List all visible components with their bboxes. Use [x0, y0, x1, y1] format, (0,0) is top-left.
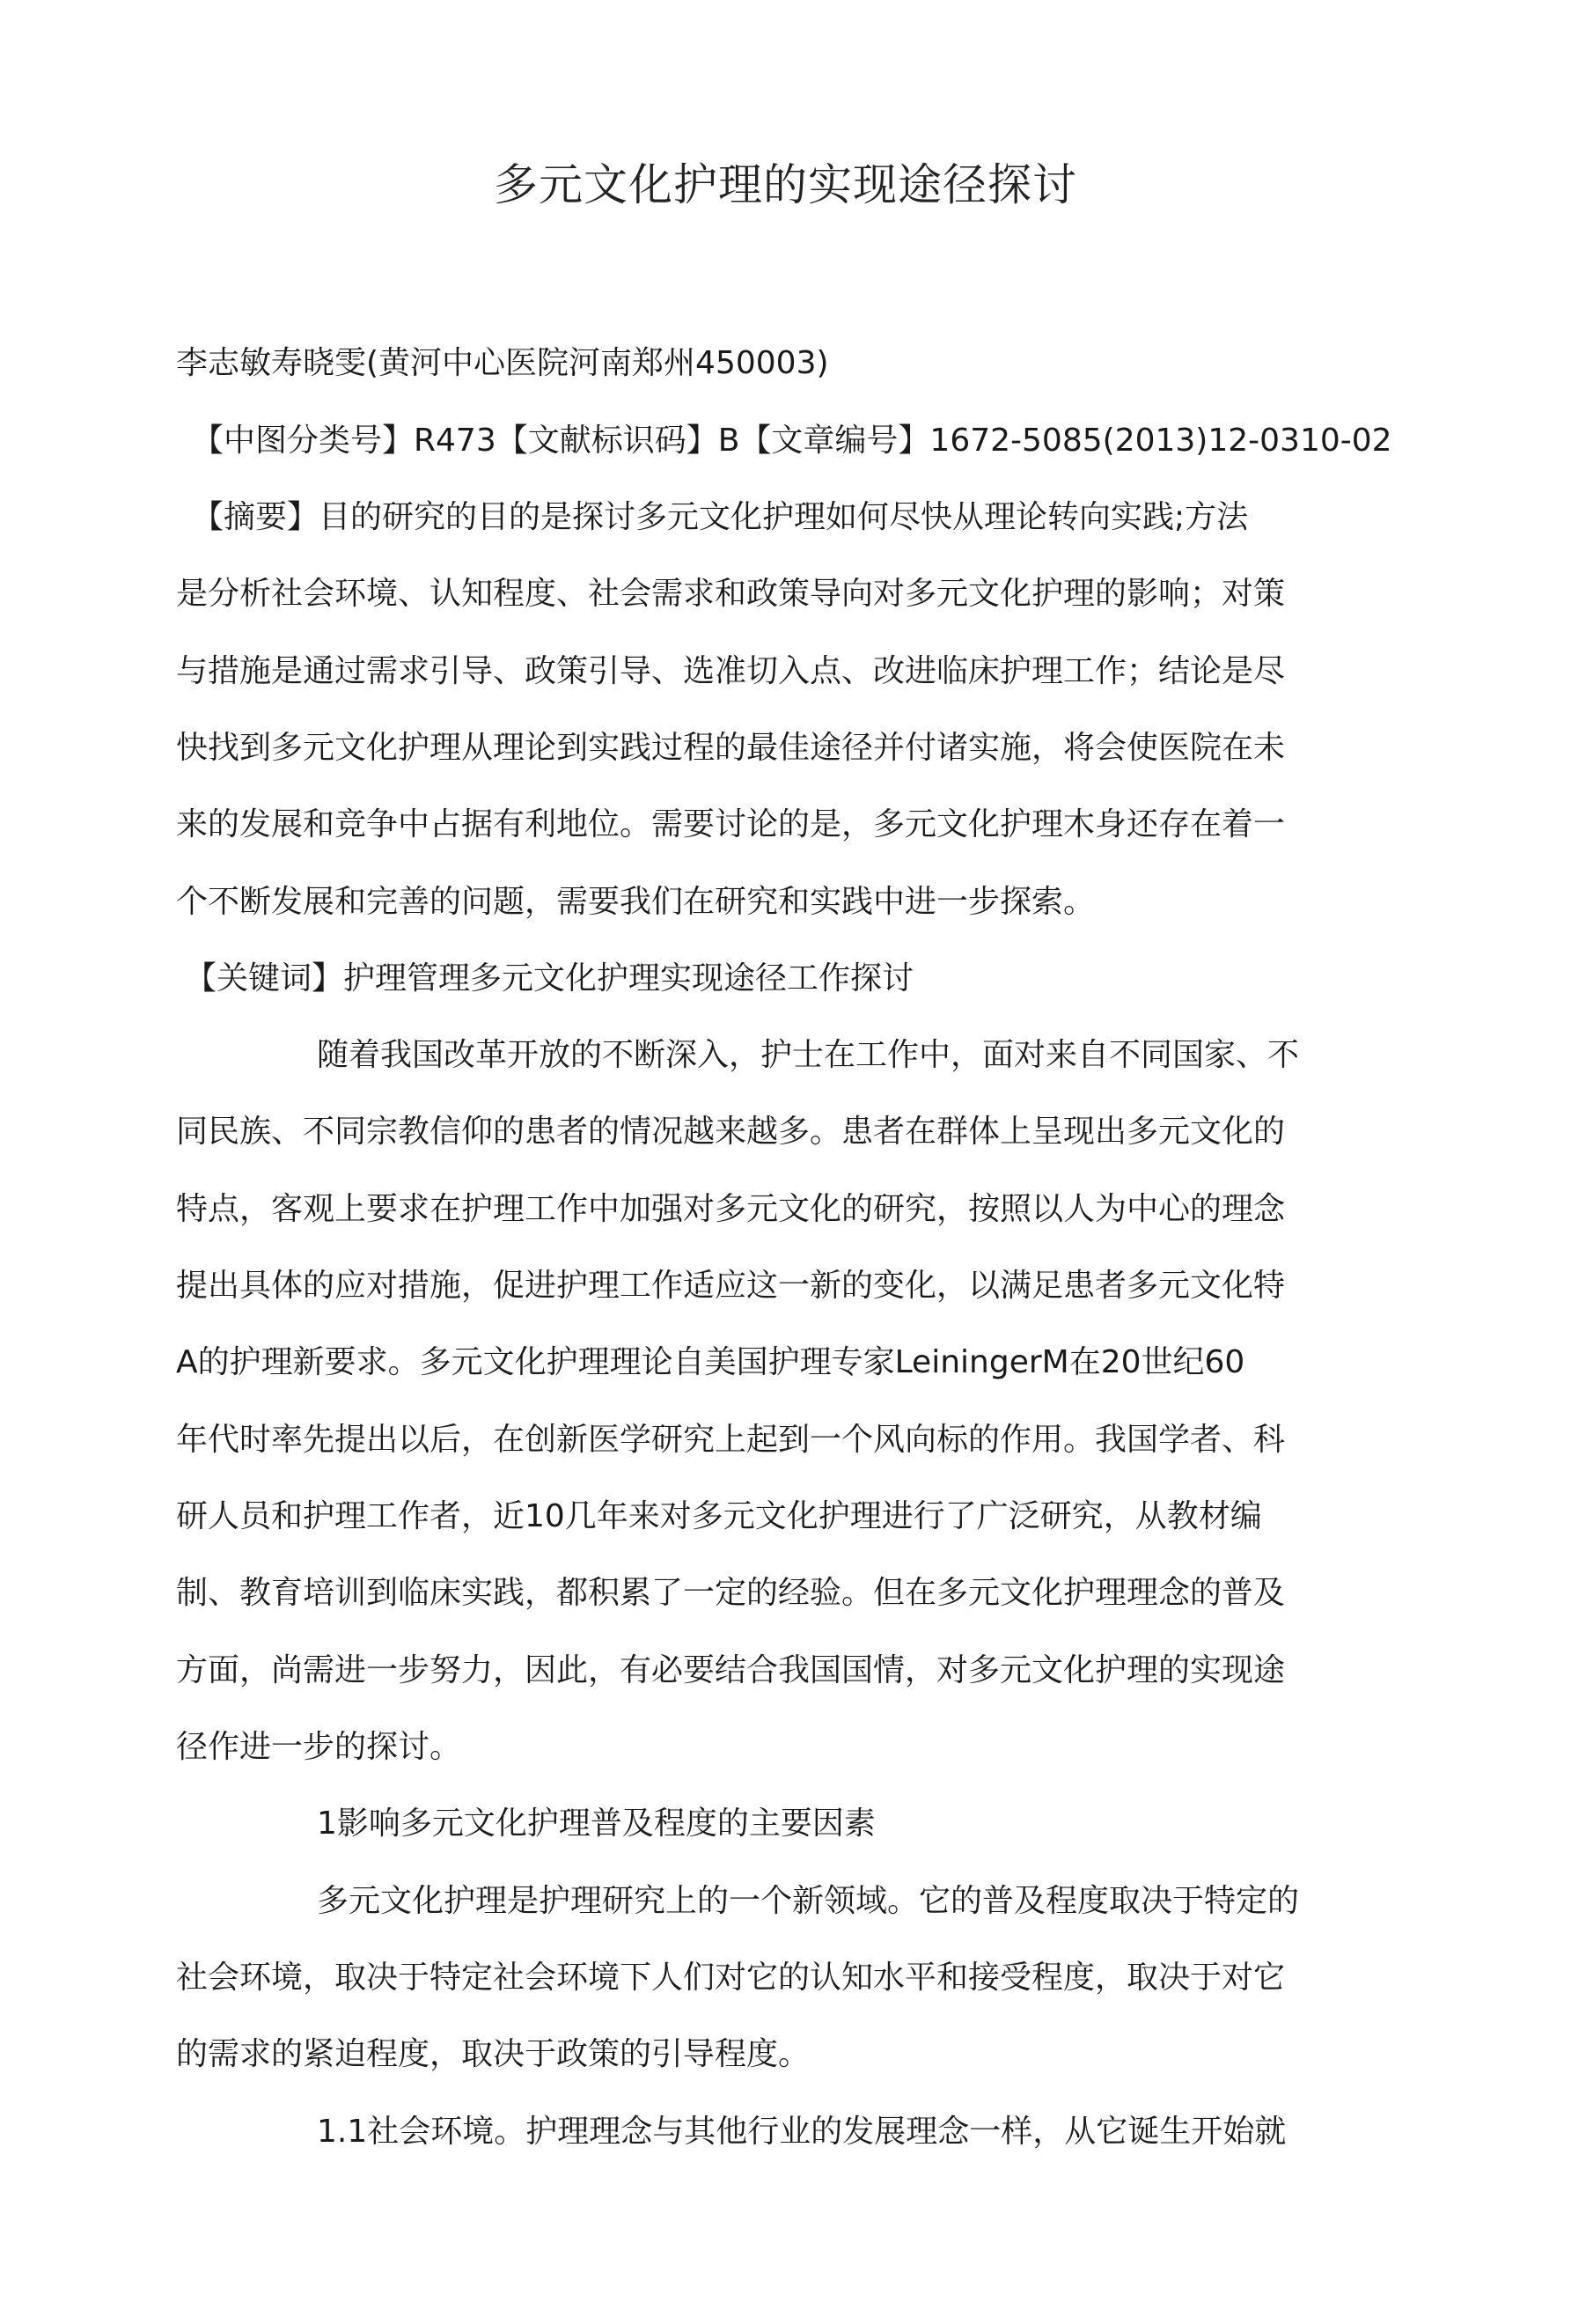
paragraph-line: 社会环境，取决于特定社会环境下人们对它的认知水平和接受程度，取决于对它 [176, 1960, 1286, 1996]
abstract-line: 是分析社会环境、认知程度、社会需求和政策导向对多元文化护理的影响；对策 [176, 576, 1286, 612]
abstract-line: 与措施是通过需求引导、政策引导、选准切入点、改进临床护理工作；结论是尽 [176, 653, 1286, 689]
paragraph-line: 研人员和护理工作者，近10几年来对多元文化护理进行了广泛研究，从教材编 [176, 1498, 1262, 1534]
document-title: 多元文化护理的实现途径探讨 [494, 159, 1077, 210]
section-heading: 1影响多元文化护理普及程度的主要因素 [317, 1806, 876, 1842]
abstract-line: 来的发展和竞争中占据有利地位。需要讨论的是，多元文化护理木身还存在着一 [176, 806, 1286, 842]
paragraph-line: 制、教育培训到临床实践，都积累了一定的经验。但在多元文化护理理念的普及 [176, 1575, 1286, 1611]
paragraph-line: 年代时率先提出以后，在创新医学研究上起到一个风向标的作用。我国学者、科 [176, 1422, 1286, 1458]
paragraph-line: 径作进一步的探讨。 [176, 1729, 462, 1765]
abstract-line: 快找到多元文化护理从理论到实践过程的最佳途径并付诸实施，将会使医院在未 [176, 730, 1286, 766]
paragraph-line: 多元文化护理是护理研究上的一个新领域。它的普及程度取决于特定的 [317, 1883, 1300, 1919]
paragraph-line: 的需求的紧迫程度，取决于政策的引导程度。 [176, 2036, 811, 2072]
paragraph-line: 特点，客观上要求在护理工作中加强对多元文化的研究，按照以人为中心的理念 [176, 1191, 1286, 1227]
abstract-line: 个不断发展和完善的问题，需要我们在研究和实践中进一步探索。 [176, 884, 1096, 920]
paragraph-line: 方面，尚需进一步努力，因此，有必要结合我国国情，对多元文化护理的实现途 [176, 1652, 1286, 1688]
paragraph-line: 同民族、不同宗教信仰的患者的情况越来越多。患者在群体上呈现出多元文化的 [176, 1114, 1286, 1150]
subsection-paragraph-line: 1.1社会环境。护理理念与其他行业的发展理念一样，从它诞生开始就 [317, 2114, 1287, 2150]
abstract-line: 【摘要】目的研究的目的是探讨多元文化护理如何尽快从理论转向实践;方法 [192, 499, 1249, 535]
paragraph-line: 提出具体的应对措施，促进护理工作适应这一新的变化，以满足患者多元文化特 [176, 1268, 1286, 1304]
author-line: 李志敏寿晓雯(黄河中心医院河南郑州450003) [176, 345, 829, 381]
paragraph-line: A的护理新要求。多元文化护理理论自美国护理专家LeiningerM在20世纪60 [176, 1344, 1245, 1380]
classification-line: 【中图分类号】R473【文献标识码】B【文章编号】1672-5085(2013)12-0310-02 [192, 423, 1392, 459]
keywords-line: 【关键词】护理管理多元文化护理实现途径工作探讨 [185, 960, 914, 997]
paragraph-line: 随着我国改革开放的不断深入，护士在工作中，面对来自不同国家、不 [317, 1037, 1300, 1073]
